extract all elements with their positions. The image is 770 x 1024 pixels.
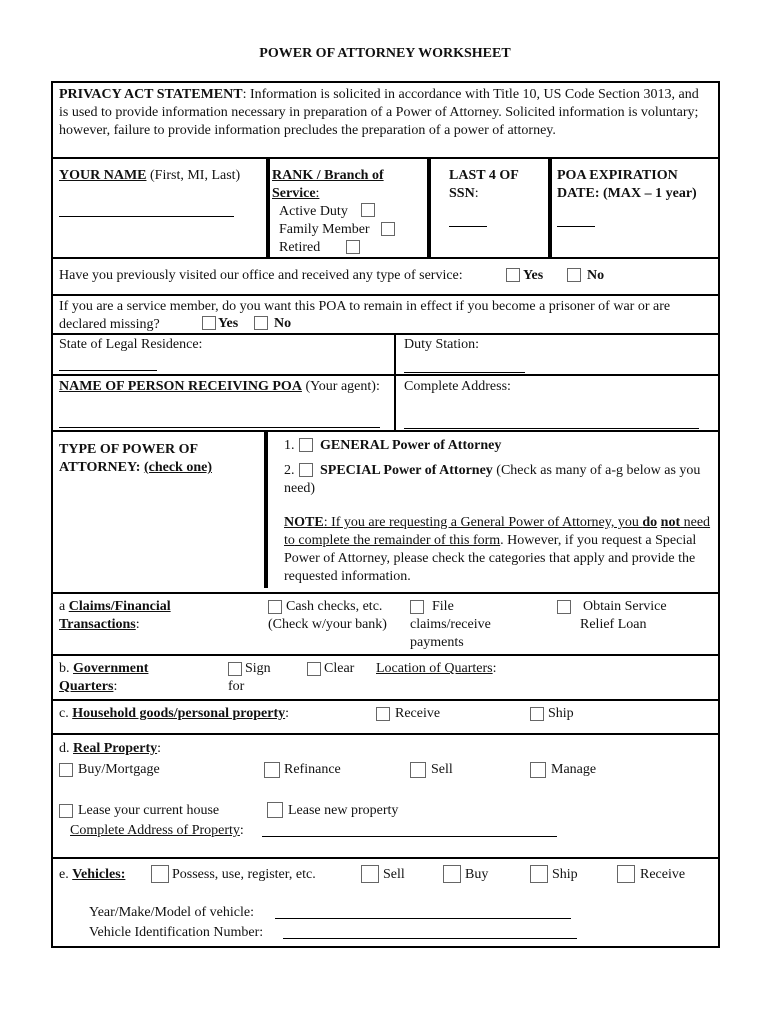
vehicle-possess-label: Possess, use, register, etc.: [172, 867, 316, 882]
divider: [51, 857, 720, 859]
visited-yes-checkbox[interactable]: [506, 268, 520, 282]
property-address-label: [70, 822, 244, 840]
ssn-colon: :: [474, 186, 479, 201]
vehicle-buy-checkbox[interactable]: [443, 865, 461, 883]
section-a-title: Claims/Financial Transactions: [59, 599, 171, 632]
divider: [51, 294, 720, 296]
location-colon: :: [492, 661, 497, 676]
household-ship-label: Ship: [548, 706, 574, 721]
retired-checkbox[interactable]: [346, 240, 360, 254]
poa-type-title: TYPE OF POWER OF ATTORNEY:: [59, 442, 198, 475]
general-poa-checkbox[interactable]: [299, 438, 313, 452]
poa-option-1-number: 1.: [284, 438, 295, 453]
note-not: not: [660, 515, 681, 530]
rank-option-retired: Retired: [279, 240, 321, 255]
section-e-prefix: e.: [59, 867, 73, 882]
note-part-1: : If you are requesting a General Power of Attorney, you: [323, 515, 643, 530]
privacy-statement: [59, 86, 709, 140]
agent-address-label: Complete Address:: [404, 379, 511, 394]
divider: [51, 430, 720, 432]
vehicle-receive-label: Receive: [640, 867, 686, 882]
pow-yes-label: Yes: [218, 316, 239, 331]
section-b-colon: :: [113, 679, 118, 694]
your-name-field[interactable]: [59, 216, 234, 217]
poa-type-label: [59, 441, 249, 477]
property-address-field[interactable]: [262, 836, 557, 837]
cash-checks-label: Cash checks, etc. (Check w/your bank): [268, 599, 387, 632]
ssn-field[interactable]: [449, 226, 487, 227]
column-divider: [548, 157, 552, 259]
visited-question: Have you previously visited our office and received any type of service:: [59, 268, 463, 283]
section-e-title: Vehicles:: [72, 867, 126, 882]
rank-colon: :: [315, 186, 320, 201]
section-d-prefix: d.: [59, 741, 73, 756]
agent-label: [59, 378, 389, 396]
vehicle-ymm-label: Year/Make/Model of vehicle:: [89, 905, 254, 920]
clear-label: Clear: [324, 661, 355, 676]
vehicle-vin-label: Vehicle Identification Number:: [89, 925, 264, 940]
vehicle-vin-field[interactable]: [283, 938, 577, 939]
privacy-label: PRIVACY ACT STATEMENT: [59, 87, 243, 102]
vehicle-ymm-field[interactable]: [275, 918, 571, 919]
your-name-hint: (First, MI, Last): [146, 168, 241, 183]
column-divider: [266, 157, 270, 257]
pow-question: [59, 298, 714, 334]
duty-station-field[interactable]: [404, 372, 525, 373]
section-b-prefix: b.: [59, 661, 73, 676]
household-receive-checkbox[interactable]: [376, 707, 390, 721]
divider: [51, 654, 720, 656]
sell-property-label: Sell: [431, 762, 453, 777]
household-ship-checkbox[interactable]: [530, 707, 544, 721]
household-receive-label: Receive: [395, 706, 441, 721]
expiration-field[interactable]: [557, 226, 595, 227]
divider: [51, 592, 720, 594]
note-do: do: [642, 515, 658, 530]
active-duty-checkbox[interactable]: [361, 203, 375, 217]
note-label: NOTE: [284, 515, 324, 530]
section-c-prefix: c.: [59, 706, 73, 721]
special-poa-label: [284, 462, 714, 498]
agent-hint: (Your agent):: [301, 379, 380, 394]
expiration-label: [557, 167, 717, 203]
state-residence-label: State of Legal Residence:: [59, 337, 203, 352]
divider: [51, 699, 720, 701]
note-part-2: need to: [284, 515, 711, 548]
expiration-title: POA EXPIRATION DATE: [557, 168, 678, 201]
poa-type-check-one: (check one): [143, 460, 212, 475]
column-divider: [264, 432, 268, 588]
section-a-label: [59, 598, 229, 634]
vehicle-sell-label: Sell: [383, 867, 405, 882]
visited-no-checkbox[interactable]: [567, 268, 581, 282]
agent-title: NAME OF PERSON RECEIVING POA: [59, 379, 302, 394]
poa-note: [284, 514, 714, 586]
note-part-4: . However, if you request a Special Power of Attorney, please check the categories that apply and provide the requested information.: [284, 533, 697, 584]
divider: [51, 374, 720, 376]
ssn-title: LAST 4 OF SSN: [449, 168, 519, 201]
file-claims-label: File claims/receive payments: [410, 599, 491, 650]
section-a-prefix: a: [59, 599, 69, 614]
rank-title: RANK / Branch of Service: [272, 168, 384, 201]
pow-yes-checkbox[interactable]: [202, 316, 216, 330]
privacy-text: : Information is solicited in accordance with Title 10, US Code Section 3013, and is used to provide information necessary in preparation of a Power of Attorney. Solicited information is voluntary; however, failure to provide information precludes the preparation of a power of attorney.: [59, 87, 699, 138]
duty-station-label: Duty Station:: [404, 337, 480, 352]
sell-property-checkbox[interactable]: [410, 762, 426, 778]
agent-address-field[interactable]: [404, 428, 699, 429]
rank-option-active-duty: Active Duty: [279, 204, 348, 219]
vehicle-possess-checkbox[interactable]: [151, 865, 169, 883]
property-address-title: Complete Address of Property: [70, 823, 240, 838]
section-c-label: [59, 705, 289, 723]
section-b-label: [59, 660, 189, 696]
property-address-colon: :: [239, 823, 244, 838]
buy-mortgage-checkbox[interactable]: [59, 763, 73, 777]
note-part-3: complete the remainder of this form: [294, 533, 501, 548]
ssn-label: [449, 167, 544, 203]
expiration-suffix: : (MAX – 1 year): [594, 186, 697, 201]
divider: [51, 733, 720, 735]
family-member-checkbox[interactable]: [381, 222, 395, 236]
section-d-title: Real Property: [73, 741, 158, 756]
pow-no-checkbox[interactable]: [254, 316, 268, 330]
lease-new-label: Lease new property: [288, 803, 399, 818]
vehicle-sell-checkbox[interactable]: [361, 865, 379, 883]
divider: [51, 157, 720, 159]
section-b-title: Government Quarters: [59, 661, 149, 694]
manage-property-label: Manage: [551, 762, 597, 777]
divider: [51, 257, 720, 259]
manage-property-checkbox[interactable]: [530, 762, 546, 778]
column-divider: [394, 333, 396, 430]
vehicle-buy-label: Buy: [465, 867, 489, 882]
your-name-title: YOUR NAME: [59, 168, 147, 183]
pow-no-label: No: [274, 316, 292, 331]
section-d-colon: :: [157, 741, 161, 756]
pow-question-text: If you are a service member, do you want this POA to remain in effect if you become a prisoner of war or are declared missing?: [59, 299, 671, 332]
document-title: POWER OF ATTORNEY WORKSHEET: [259, 46, 511, 61]
clear-checkbox[interactable]: [307, 662, 321, 676]
column-divider: [427, 157, 431, 257]
state-residence-field[interactable]: [59, 370, 157, 371]
rank-option-family-member: Family Member: [279, 222, 370, 237]
lease-current-label: Lease your current house: [78, 803, 220, 818]
section-d-label: [59, 740, 161, 758]
refinance-checkbox[interactable]: [264, 762, 280, 778]
relief-loan-label: Obtain Service Relief Loan: [580, 599, 667, 632]
section-c-title: Household goods/personal property: [72, 706, 286, 721]
relief-loan-checkbox[interactable]: [557, 600, 571, 614]
lease-new-checkbox[interactable]: [267, 802, 283, 818]
general-poa-label: GENERAL Power of Attorney: [320, 438, 502, 453]
section-c-colon: :: [285, 706, 289, 721]
buy-mortgage-label: Buy/Mortgage: [78, 762, 160, 777]
special-poa-title: SPECIAL Power of Attorney: [320, 463, 493, 478]
visited-yes-label: Yes: [523, 268, 544, 283]
special-poa-hint: (Check as many of a-g below as you need): [284, 463, 701, 496]
poa-option-2-number: 2.: [284, 463, 295, 478]
rank-label: [272, 167, 412, 203]
vehicle-ship-checkbox[interactable]: [530, 865, 548, 883]
vehicle-receive-checkbox[interactable]: [617, 865, 635, 883]
location-title: Location of Quarters: [376, 661, 493, 676]
refinance-label: Refinance: [284, 762, 341, 777]
visited-no-label: No: [587, 268, 605, 283]
your-name-label: [59, 167, 240, 185]
section-e-label: [59, 866, 125, 884]
agent-name-field[interactable]: [59, 427, 380, 428]
lease-current-checkbox[interactable]: [59, 804, 73, 818]
sign-for-label: Sign for: [228, 661, 271, 694]
section-a-colon: :: [135, 617, 140, 632]
location-of-quarters-label: [376, 660, 497, 678]
vehicle-ship-label: Ship: [552, 867, 578, 882]
